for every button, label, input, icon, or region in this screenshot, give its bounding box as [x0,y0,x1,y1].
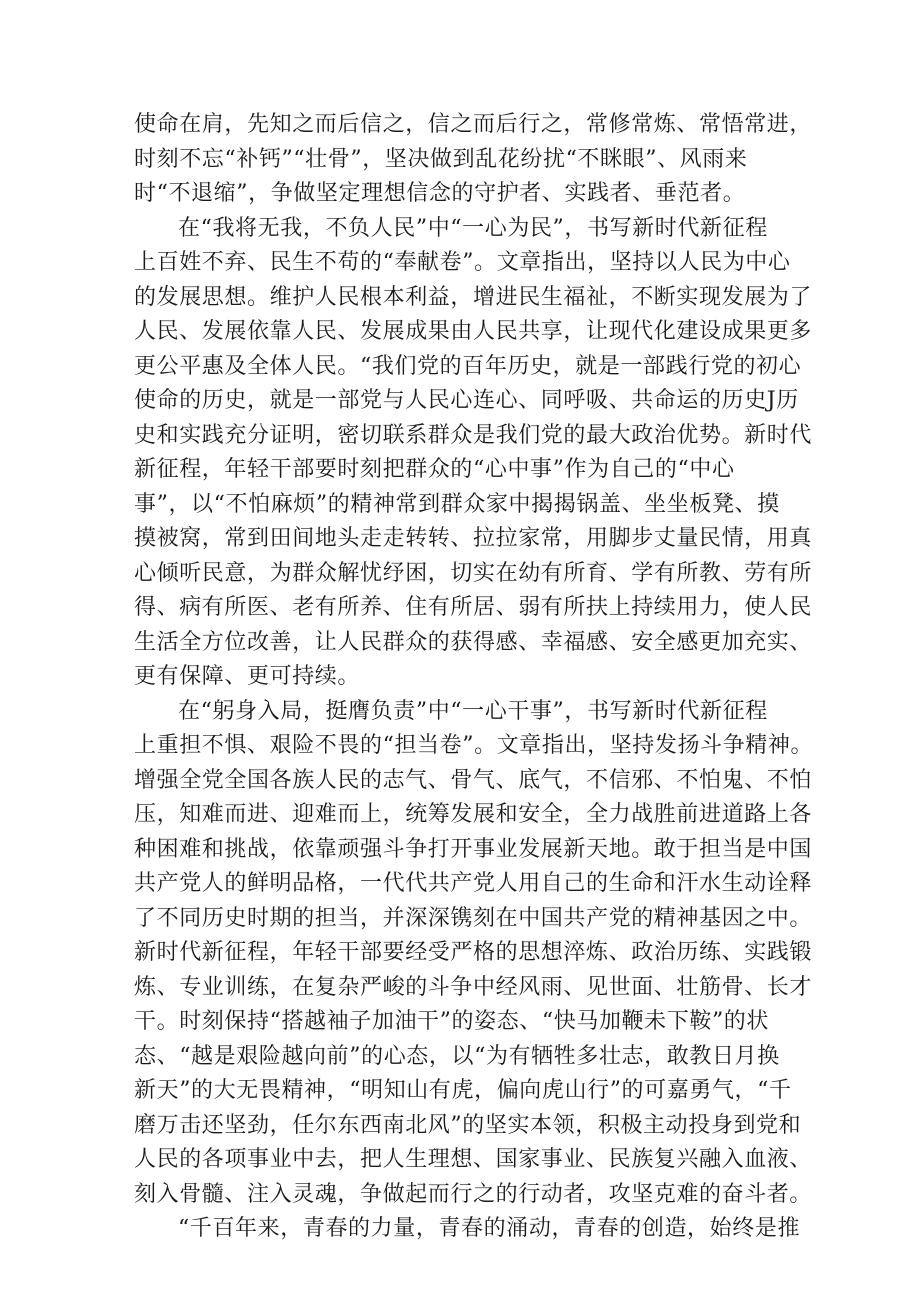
text-line: 生活全方位改善，让人民群众的获得感、幸福感、安全感更加充实、 [134,629,813,655]
text-line: 史和实践充分证明，密切联系群众是我们党的最大政治优势。新时代 [134,422,813,448]
text-line: 上重担不惧、艰险不畏的“担当卷”。文章指出，坚持发扬斗争精神。 [134,733,814,758]
text-line: 心倾听民意，为群众解忧纾困，切实在幼有所育、学有所教、劳有所 [134,560,813,586]
text-line: 炼、专业训练，在复杂严峻的斗争中经风雨、见世面、壮筋骨、长才 [134,974,813,1000]
paragraph-first-line: “千百年来，青春的力量，青春的涌动，青春的创造，始终是推 [178,1216,801,1241]
text-line: 更公平惠及全体人民。“我们党的百年历史，就是一部践行党的初心 [134,353,802,379]
text-line: 上百姓不弃、民生不苟的“奉献卷”。文章指出，坚持以人民为中心 [134,250,791,275]
paragraph-first-line: 在“躬身入局，挺膺负责”中“一心干事”，书写新时代新征程 [178,698,768,724]
text-line: 新征程，年轻干部要时刻把群众的“心中事”作为自己的“中心 [134,457,735,482]
text-line: 磨万击还坚劲，任尔东西南北风”的坚实本领，积极主动投身到党和 [134,1112,802,1138]
text-line: 使命的历史，就是一部党与人民心连心、同呼吸、共命运的历史J历 [134,388,799,413]
text-line: 摸被窝，常到田间地头走走转转、拉拉家常，用脚步丈量民情，用真 [134,526,813,551]
text-line: 增强全党全国各族人民的志气、骨气、底气，不信邪、不怕鬼、不怕 [134,767,813,793]
text-line: 了不同历史时期的担当，并深深镌刻在中国共产党的精神基因之中。 [134,905,813,931]
text-line: 的发展思想。维护人民根本利益，增进民生福祉，不断实现发展为了 [134,284,813,310]
text-line: 人民、发展依靠人民、发展成果由人民共享，让现代化建设成果更多 [134,319,813,344]
text-line: 使命在肩，先知之而后信之，信之而后行之，常修常炼、常悟常进， [134,112,813,137]
text-line: 刻入骨髓、注入灵魂，争做起而行之的行动者，攻坚克难的奋斗者。 [134,1181,813,1207]
text-line: 更有保障、更可持续。 [134,664,361,689]
text-line: 得、病有所医、老有所养、住有所居、弱有所扶上持续用力，使人民 [134,595,813,620]
text-line: 态、“越是艰险越向前”的心态，以“为有牺牲多壮志，敢教日月换 [134,1043,780,1069]
paragraph-first-line: 在“我将无我，不负人民”中“一心为民”，书写新时代新征程 [178,215,768,241]
text-line: 压，知难而进、迎难而上，统筹发展和安全，全力战胜前进道路上各 [134,802,813,827]
text-line: 事”，以“不怕麻烦”的精神常到群众家中揭揭锅盖、坐坐板凳、摸 [134,491,780,517]
text-line: 时刻不忘“补钙”“壮骨”，坚决做到乱花纷扰“不眯眼”、风雨来 [134,146,748,172]
text-line: 新时代新征程，年轻干部要经受严格的思想淬炼、政治历练、实践锻 [134,940,813,965]
body-text [134,108,814,1247]
text-line: 时“不退缩”，争做坚定理想信念的守护者、实践者、垂范者。 [134,181,746,206]
text-line: 种困难和挑战，依靠顽强斗争打开事业发展新天地。敢于担当是中国 [134,836,813,862]
text-line: 人民的各项事业中去，把人生理想、国家事业、民族复兴融入血液、 [134,1147,813,1172]
text-line: 共产党人的鲜明品格，一代代共产党人用自己的生命和汗水生动诠释 [134,871,813,896]
text-line: 新天”的大无畏精神，“明知山有虎，偏向虎山行”的可嘉勇气，“千 [134,1078,792,1103]
text-line: 干。时刻保持“搭越袖子加油干”的姿态、“快马加鞭未下鞍”的状 [134,1009,769,1034]
